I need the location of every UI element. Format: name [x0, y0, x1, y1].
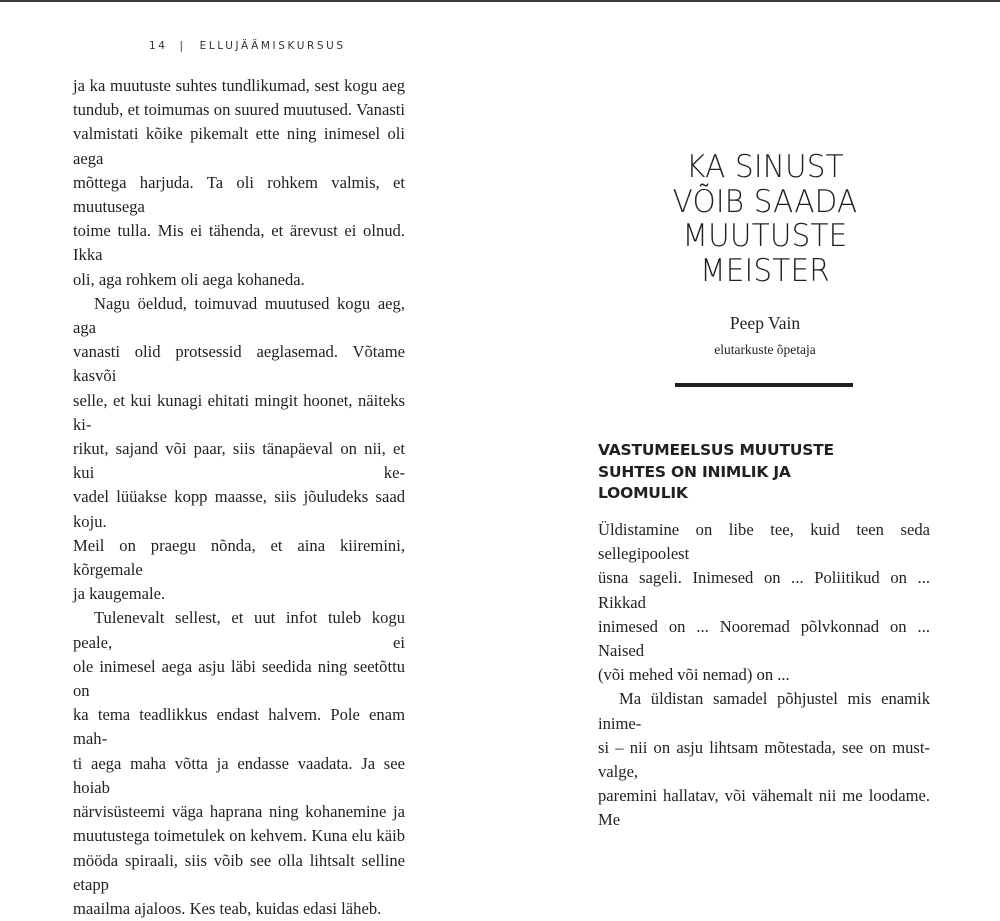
- section-heading: [598, 440, 918, 505]
- right-page-body: [598, 518, 930, 833]
- text-line: mõttega harjuda. Ta oli rohkem valmis, et muutusega: [73, 172, 405, 217]
- text-line: ole inimesel aega asju läbi seedida ning seetõttu on: [73, 656, 405, 701]
- chapter-title-line: MUUTUSTE: [682, 218, 848, 254]
- section-heading-line: VASTUMEELSUS MUUTUSTE: [598, 441, 834, 459]
- text-line: selle, et kui kunagi ehitati mingit hoonet, näiteks ki-: [73, 390, 405, 434]
- text-line: ti aega maha võtta ja endasse vaadata. Ja see hoiab: [73, 753, 405, 797]
- text-line: si – nii on asju lihtsam mõtestada, see on must-valge,: [598, 737, 930, 782]
- text-line: ja kaugemale.: [73, 584, 166, 604]
- chapter-title-line: KA SINUST: [686, 149, 844, 185]
- text-line: Ma üldistan samadel põhjustel mis enamik inime-: [598, 689, 930, 733]
- text-line: muutustega toimetulek on kehvem. Kuna elu käib: [73, 826, 405, 846]
- text-line: Üldistamine on libe tee, kuid teen seda sellegipoolest: [598, 520, 930, 564]
- section-heading-line: SUHTES ON INIMLIK JA: [598, 462, 791, 481]
- chapter-title: [620, 150, 910, 288]
- running-head-separator: |: [179, 40, 186, 52]
- text-line: rikut, sajand või paar, siis tänapäeval on nii, et kui ke-: [73, 439, 405, 483]
- chapter-title-line: MEISTER: [700, 252, 830, 289]
- section-heading-line: LOOMULIK: [598, 484, 688, 502]
- text-line: paremini hallatav, või vähemalt nii me loodame. Me: [598, 786, 930, 830]
- chapter-title-line: VÕIB SAADA: [672, 183, 858, 220]
- text-line: Meil on praegu nõnda, et aina kiiremini, kõrgemale: [73, 535, 405, 580]
- text-line: valmistati kõike pikemalt ette ning inimesel oli aega: [73, 124, 405, 168]
- text-line: ka tema teadlikkus endast halvem. Pole enam mah-: [73, 705, 405, 749]
- text-line: Tulenevalt sellest, et uut infot tuleb kogu peale, ei: [73, 608, 405, 652]
- running-head: [149, 40, 346, 52]
- text-line: tundub, et toimumas on suured muutused. Vanasti: [73, 100, 405, 120]
- text-line: maailma ajaloos. Kes teab, kuidas edasi läheb.: [73, 898, 382, 918]
- text-line: vadel lüüakse kopp maasse, siis jõuludeks saad koju.: [73, 487, 405, 531]
- title-divider-rule: [675, 383, 853, 387]
- paragraph: [73, 74, 405, 292]
- author-role: elutarkuste õpetaja: [714, 342, 816, 357]
- paragraph: [598, 687, 930, 832]
- paragraph: [73, 292, 405, 607]
- top-border: [0, 0, 1000, 2]
- book-title: ELLUJÄÄMISKURSUS: [199, 40, 346, 52]
- text-line: närvisüsteemi väga haprana ning kohanemine ja: [73, 802, 405, 822]
- text-line: üsna sageli. Inimesed on ... Poliitikud on ... Rikkad: [598, 568, 930, 612]
- text-line: Nagu öeldud, toimuvad muutused kogu aeg, aga: [73, 293, 405, 338]
- paragraph: [598, 518, 930, 687]
- left-page-body: [73, 74, 405, 921]
- text-line: oli, aga rohkem oli aega kohaneda.: [73, 269, 305, 289]
- text-line: inimesed on ... Nooremad põlvkonnad on ... Naised: [598, 616, 930, 661]
- text-line: vanasti olid protsessid aeglasemad. Võtame kasvõi: [73, 342, 405, 386]
- text-line: toime tulla. Mis ei tähenda, et ärevust ei olnud. Ikka: [73, 221, 405, 265]
- text-line: mööda spiraali, siis võib see olla lihtsalt selline etapp: [73, 850, 405, 894]
- text-line: (või mehed või nemad) on ...: [598, 665, 790, 685]
- author-name: Peep Vain: [729, 313, 801, 333]
- page-number: 14: [149, 40, 168, 52]
- text-line: ja ka muutuste suhtes tundlikumad, sest kogu aeg: [73, 76, 405, 95]
- paragraph: [73, 606, 405, 921]
